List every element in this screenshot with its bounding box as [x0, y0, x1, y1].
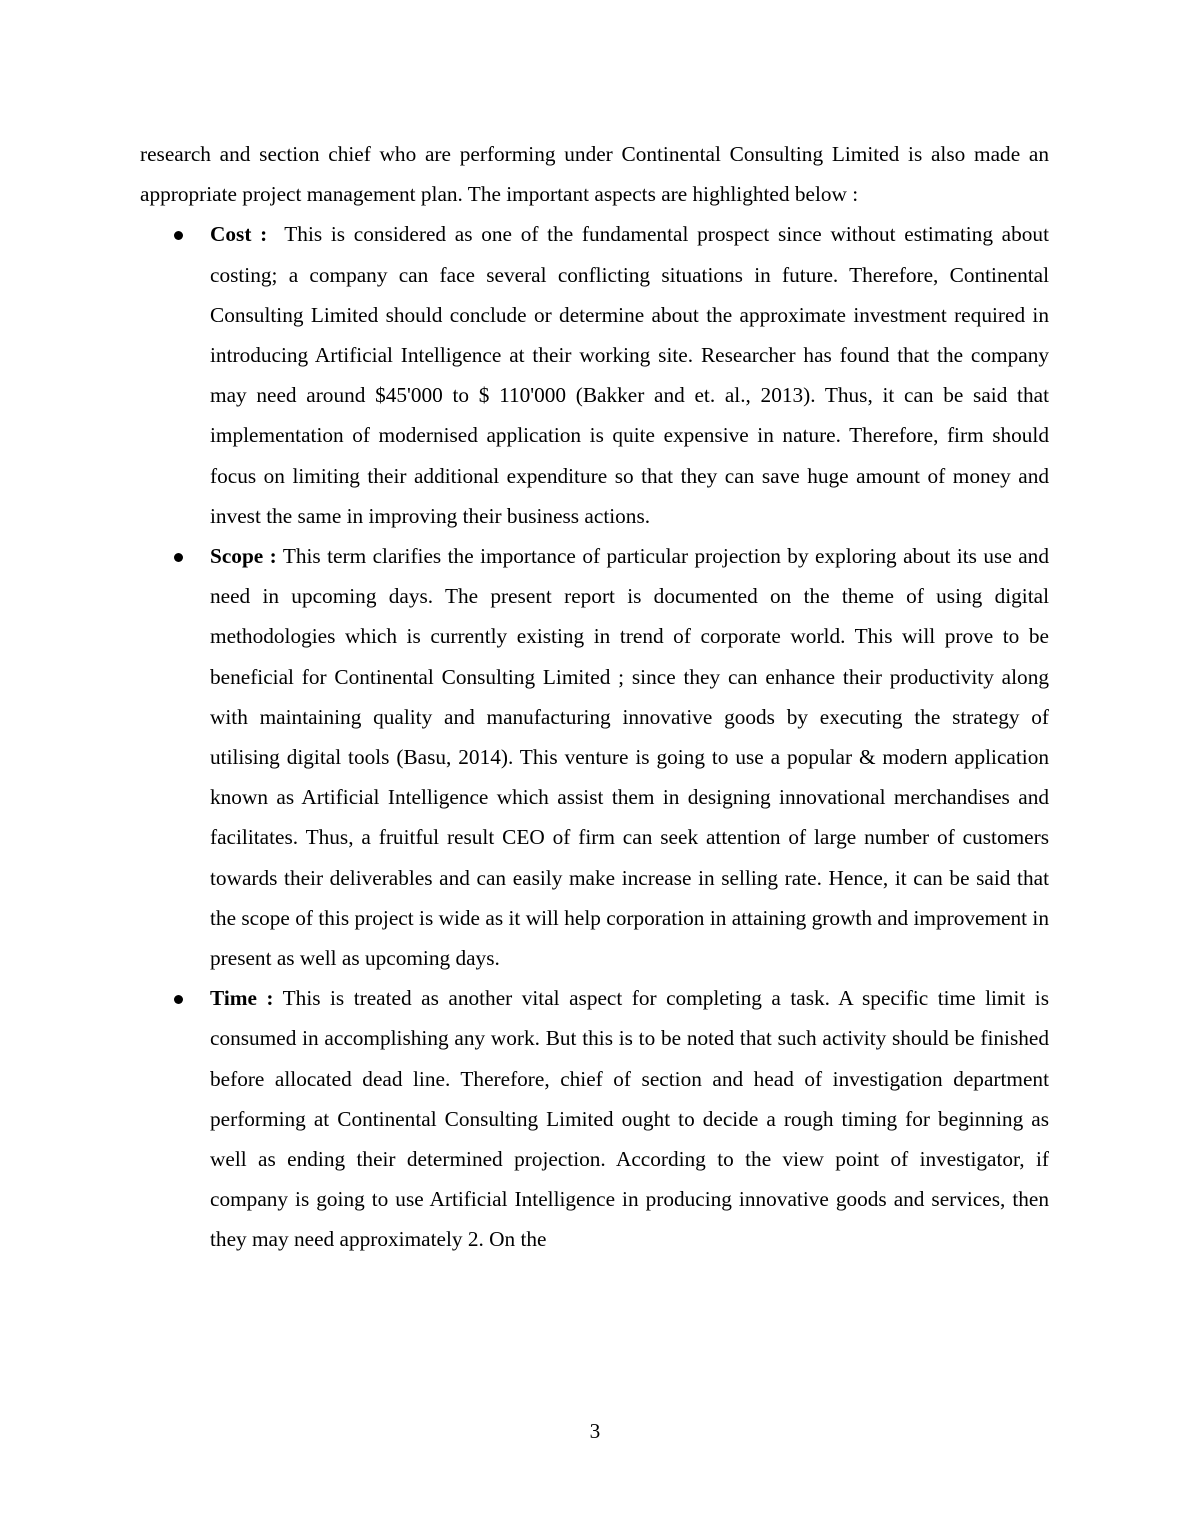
list-item-cost [140, 214, 1049, 536]
page-content [140, 134, 1049, 1260]
bullet-title: Time : [210, 986, 274, 1011]
list-item-scope [140, 536, 1049, 978]
intro-paragraph: research and section chief who are performing under Continental Consulting Limited is also made an appropriate project management plan. The important aspects are highlighted below : [140, 142, 1049, 207]
list-item-time [140, 978, 1049, 1259]
bullet-icon [174, 231, 183, 240]
page-number: 3 [589, 1419, 601, 1443]
bullet-text: This term clarifies the importance of particular projection by exploring about its use and need in upcoming days. The present report is documented on the theme of using digital methodologies which is currently existing in trend of corporate world. This will prove to be beneficial for Continental Consulting Limited ; since they can enhance their productivity along with maintaining quality and manufacturing innovative goods by executing the strategy of utilising digital tools (Basu, 2014). This venture is going to use a popular & modern application known as Artificial Intelligence which assist them in designing innovational merchandises and facilitates. Thus, a fruitful result CEO of firm can seek attention of large number of customers towards their deliverables and can easily make increase in selling rate. Hence, it can be said that the scope of this project is wide as it will help corporation in attaining growth and improvement in present as well as upcoming days. [210, 544, 1049, 971]
bullet-icon [174, 995, 183, 1004]
bullet-text: This is treated as another vital aspect for completing a task. A specific time limit is consumed in accomplishing any work. But this is to be noted that such activity should be finished before allocated dead line. Therefore, chief of section and head of investigation department performing at Continental Consulting Limited ought to decide a rough timing for beginning as well as ending their determined projection. According to the view point of investigator, if company is going to use Artificial Intelligence in producing innovative goods and services, then they may need approximately 2. On the [210, 986, 1050, 1252]
bullet-title: Scope : [210, 544, 277, 569]
bullet-text: This is considered as one of the fundamental prospect since without estimating about costing; a company can face several conflicting situations in future. Therefore, Continental Consulting Limited should conclude or determine about the approximate investment required in introducing Artificial Intelligence at their working site. Researcher has found that the company may need around $45'000 to $ 110'000 (Bakker and et. al., 2013). Thus, it can be said that implementation of modernised application is quite expensive in nature. Therefore, firm should focus on limiting their additional expenditure so that they can save huge amount of money and invest the same in improving their business actions. [210, 222, 1050, 528]
bullet-icon [174, 553, 183, 562]
bullet-title: Cost : [210, 222, 268, 247]
aspects-list [140, 214, 1049, 1259]
